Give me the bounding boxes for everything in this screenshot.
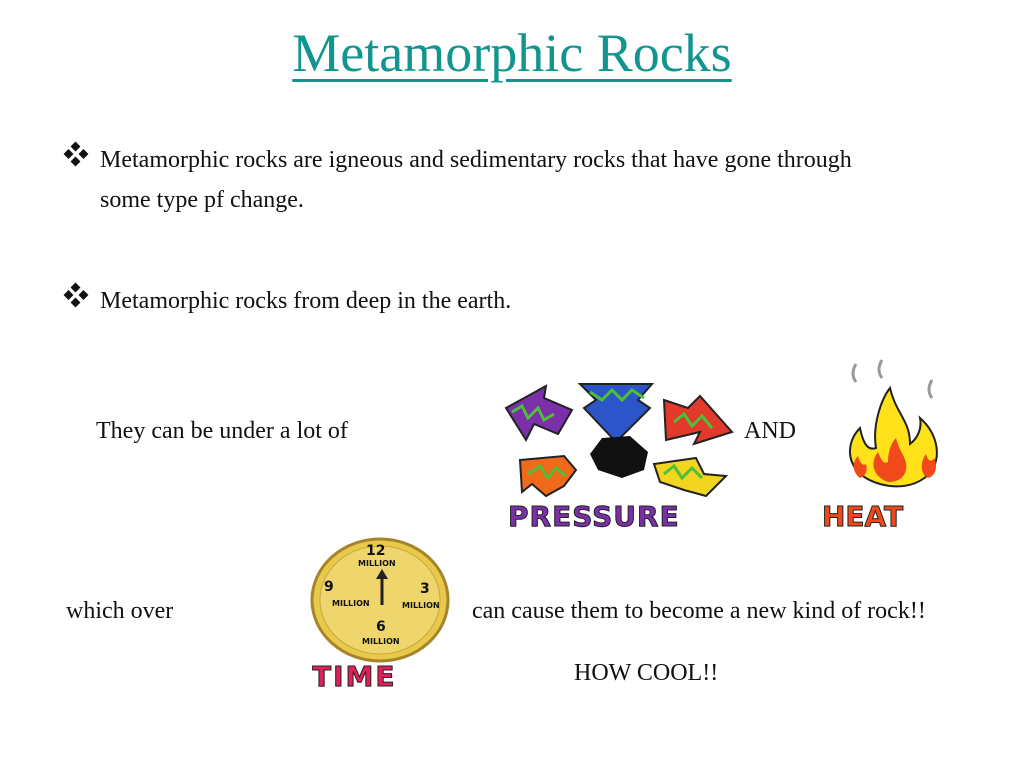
time-label: TIME — [312, 660, 397, 693]
clock-9-unit: MILLION — [332, 599, 370, 608]
four-diamond-bullet-icon — [62, 281, 90, 321]
clock-12-label: 12 — [366, 543, 386, 559]
clock-3-unit: MILLION — [402, 601, 440, 610]
slide-title — [0, 22, 1024, 84]
and-text: AND — [744, 418, 796, 444]
clock-12-unit: MILLION — [358, 559, 396, 568]
which-over-text: which over — [66, 598, 174, 624]
clock-9-label: 9 — [324, 579, 334, 595]
bullet-item-1 — [62, 140, 962, 220]
bullet-item-2 — [62, 281, 962, 321]
bullet-1-line-2: some type pf change. — [100, 187, 304, 213]
new-kind-of-rock-text: can cause them to become a new kind of rock!! — [472, 598, 926, 624]
clock-6-label: 6 — [376, 619, 386, 635]
clock-icon — [310, 537, 450, 663]
flame-icon — [836, 358, 956, 498]
bullet-2-line-1: Metamorphic rocks from deep in the earth. — [100, 288, 512, 314]
slide-title-text: Metamorphic Rocks — [292, 23, 732, 83]
under-a-lot-of-text: They can be under a lot of — [96, 418, 348, 444]
bullet-1-line-1: Metamorphic rocks are igneous and sedimentary rocks that have gone through — [100, 147, 852, 173]
clock-6-unit: MILLION — [362, 637, 400, 646]
clock-3-label: 3 — [420, 581, 430, 597]
four-diamond-bullet-icon — [62, 140, 90, 180]
pressure-label: PRESSURE — [508, 500, 680, 533]
heat-label: HEAT — [822, 500, 904, 533]
how-cool-text: HOW COOL!! — [574, 660, 719, 686]
